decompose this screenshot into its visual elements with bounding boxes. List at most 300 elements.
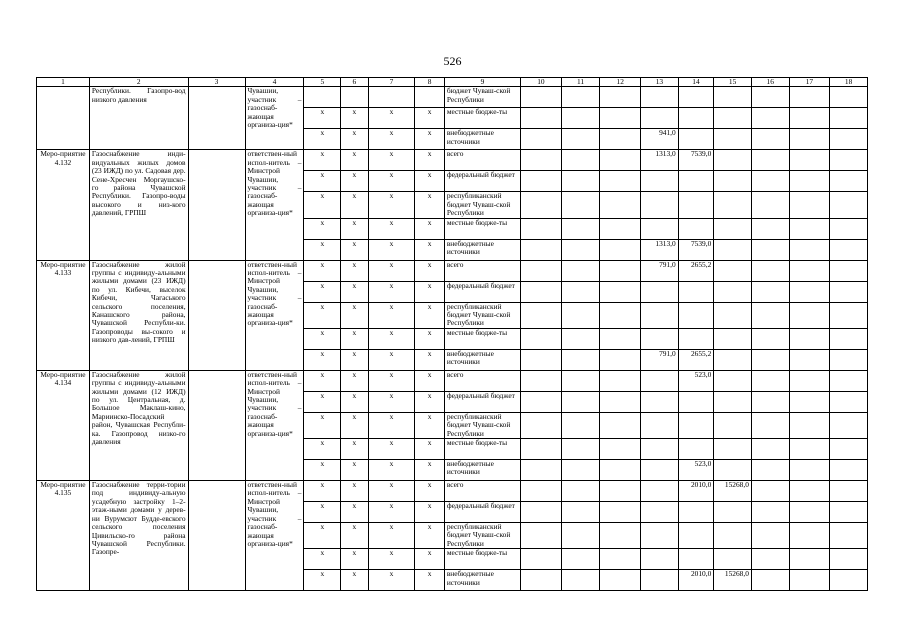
amount-cell-col15: 15268,0 xyxy=(714,570,752,591)
amount-cell-col13 xyxy=(641,439,679,460)
empty-cell xyxy=(830,523,868,549)
empty-cell xyxy=(521,239,562,260)
amount-cell-col15 xyxy=(714,460,752,481)
column-number: 9 xyxy=(444,78,520,87)
x-mark-cell: x xyxy=(341,370,368,391)
amount-cell-col13 xyxy=(641,281,679,302)
amount-cell-col14: 7539,0 xyxy=(678,239,714,260)
x-mark-cell: x xyxy=(368,412,415,438)
amount-cell-col14: 523,0 xyxy=(678,460,714,481)
empty-cell xyxy=(830,239,868,260)
column-number: 3 xyxy=(188,78,245,87)
amount-cell-col14: 7539,0 xyxy=(678,150,714,171)
amount-cell-col15 xyxy=(714,281,752,302)
responsible-cell: ответствен-ный испол-нитель – Минстрой Чувашии, участник – газоснаб-жающая организа-ция* xyxy=(245,260,304,370)
empty-cell xyxy=(789,239,830,260)
empty-cell xyxy=(600,549,641,570)
x-mark-cell: x xyxy=(368,328,415,349)
amount-cell-col13 xyxy=(641,570,679,591)
empty-cell xyxy=(789,460,830,481)
x-mark-cell: x xyxy=(368,171,415,192)
x-mark-cell: x xyxy=(368,549,415,570)
empty-cell xyxy=(830,349,868,370)
amount-cell-col13 xyxy=(641,328,679,349)
empty-cell xyxy=(751,439,789,460)
empty-cell xyxy=(830,108,868,129)
x-mark-cell: x xyxy=(304,370,341,391)
empty-cell xyxy=(789,218,830,239)
empty-cell xyxy=(561,502,600,523)
column-number: 1 xyxy=(37,78,90,87)
funding-source-cell: федеральный бюджет xyxy=(444,281,520,302)
empty-cell xyxy=(830,260,868,281)
empty-cell xyxy=(561,370,600,391)
empty-cell xyxy=(561,108,600,129)
table-row xyxy=(37,481,868,502)
x-mark-cell: x xyxy=(368,281,415,302)
x-mark-cell: x xyxy=(304,129,341,150)
x-mark-cell: x xyxy=(415,502,444,523)
empty-cell xyxy=(521,549,562,570)
description-cell: Газоснабжение жилой группы с индивиду-альными жилыми домами (12 ИЖД) по ул. Центральная, д. Большое Маклаш-кино, Мариинско-Посадский район, Чувашская Республи-ка. Газопровод низко-го давления xyxy=(89,370,188,480)
empty-cell xyxy=(600,87,641,108)
empty-cell xyxy=(521,439,562,460)
amount-cell-col15 xyxy=(714,523,752,549)
empty-cell xyxy=(751,523,789,549)
funding-source-cell: республиканский бюджет Чуваш-ской Республики xyxy=(444,523,520,549)
empty-cell xyxy=(561,328,600,349)
amount-cell-col15 xyxy=(714,370,752,391)
amount-cell-col15 xyxy=(714,171,752,192)
column-number: 18 xyxy=(830,78,868,87)
empty-cell xyxy=(600,502,641,523)
x-mark-cell: x xyxy=(341,129,368,150)
empty-cell xyxy=(830,439,868,460)
empty-cell xyxy=(521,281,562,302)
amount-cell-col13: 1313,0 xyxy=(641,150,679,171)
empty-cell xyxy=(830,412,868,438)
x-mark-cell: x xyxy=(341,481,368,502)
description-cell: Республики. Газопро-вод низкого давления xyxy=(89,87,188,150)
blank-cell xyxy=(188,370,245,480)
amount-cell-col15: 15268,0 xyxy=(714,481,752,502)
funding-source-cell: всего xyxy=(444,481,520,502)
x-mark-cell: x xyxy=(341,349,368,370)
x-mark-cell: x xyxy=(341,439,368,460)
empty-cell xyxy=(600,192,641,218)
funding-source-cell: всего xyxy=(444,370,520,391)
x-mark-cell: x xyxy=(341,260,368,281)
measure-cell xyxy=(37,87,90,150)
funding-source-cell: внебюджетные источники xyxy=(444,570,520,591)
empty-cell xyxy=(751,218,789,239)
column-number: 11 xyxy=(561,78,600,87)
measure-cell: Меро-приятие 4.133 xyxy=(37,260,90,370)
empty-cell xyxy=(521,391,562,412)
amount-cell-col15 xyxy=(714,239,752,260)
empty-cell xyxy=(561,439,600,460)
amount-cell-col13 xyxy=(641,481,679,502)
empty-cell xyxy=(561,460,600,481)
column-number: 4 xyxy=(245,78,304,87)
empty-cell xyxy=(600,239,641,260)
funding-source-cell: местные бюдже-ты xyxy=(444,549,520,570)
amount-cell-col13: 791,0 xyxy=(641,349,679,370)
x-mark-cell: x xyxy=(415,549,444,570)
x-mark-cell: x xyxy=(415,281,444,302)
empty-cell xyxy=(521,412,562,438)
amount-cell-col13 xyxy=(641,549,679,570)
amount-cell-col13 xyxy=(641,370,679,391)
empty-cell xyxy=(521,328,562,349)
x-mark-cell: x xyxy=(415,370,444,391)
amount-cell-col14 xyxy=(678,129,714,150)
amount-cell-col15 xyxy=(714,549,752,570)
empty-cell xyxy=(751,460,789,481)
empty-cell xyxy=(521,87,562,108)
x-mark-cell xyxy=(415,87,444,108)
amount-cell-col14 xyxy=(678,523,714,549)
x-mark-cell: x xyxy=(415,391,444,412)
empty-cell xyxy=(789,129,830,150)
empty-cell xyxy=(789,370,830,391)
empty-cell xyxy=(789,549,830,570)
x-mark-cell: x xyxy=(415,218,444,239)
table-body xyxy=(37,78,868,591)
empty-cell xyxy=(830,192,868,218)
x-mark-cell: x xyxy=(368,192,415,218)
x-mark-cell: x xyxy=(368,218,415,239)
empty-cell xyxy=(521,570,562,591)
funding-source-cell: федеральный бюджет xyxy=(444,391,520,412)
amount-cell-col14 xyxy=(678,171,714,192)
x-mark-cell: x xyxy=(368,349,415,370)
empty-cell xyxy=(751,171,789,192)
empty-cell xyxy=(830,481,868,502)
empty-cell xyxy=(521,523,562,549)
empty-cell xyxy=(521,129,562,150)
x-mark-cell: x xyxy=(415,523,444,549)
empty-cell xyxy=(600,460,641,481)
empty-cell xyxy=(561,129,600,150)
measure-cell: Меро-приятие 4.135 xyxy=(37,481,90,591)
x-mark-cell: x xyxy=(415,192,444,218)
x-mark-cell: x xyxy=(368,439,415,460)
column-number: 15 xyxy=(714,78,752,87)
amount-cell-col15 xyxy=(714,87,752,108)
amount-cell-col13 xyxy=(641,523,679,549)
x-mark-cell: x xyxy=(304,171,341,192)
x-mark-cell: x xyxy=(415,481,444,502)
amount-cell-col14 xyxy=(678,328,714,349)
empty-cell xyxy=(830,328,868,349)
empty-cell xyxy=(789,108,830,129)
funding-source-cell: всего xyxy=(444,260,520,281)
empty-cell xyxy=(600,391,641,412)
x-mark-cell: x xyxy=(341,460,368,481)
empty-cell xyxy=(521,171,562,192)
x-mark-cell: x xyxy=(368,502,415,523)
empty-cell xyxy=(751,370,789,391)
x-mark-cell: x xyxy=(415,439,444,460)
empty-cell xyxy=(600,439,641,460)
blank-cell xyxy=(188,260,245,370)
empty-cell xyxy=(789,302,830,328)
amount-cell-col14 xyxy=(678,412,714,438)
amount-cell-col14: 2655,2 xyxy=(678,260,714,281)
blank-cell xyxy=(188,481,245,591)
column-number: 13 xyxy=(641,78,679,87)
x-mark-cell: x xyxy=(304,260,341,281)
x-mark-cell: x xyxy=(368,391,415,412)
x-mark-cell: x xyxy=(341,239,368,260)
empty-cell xyxy=(789,150,830,171)
x-mark-cell: x xyxy=(415,260,444,281)
empty-cell xyxy=(830,570,868,591)
empty-cell xyxy=(600,108,641,129)
funding-source-cell: республиканский бюджет Чуваш-ской Республики xyxy=(444,192,520,218)
empty-cell xyxy=(830,391,868,412)
x-mark-cell: x xyxy=(415,302,444,328)
amount-cell-col15 xyxy=(714,502,752,523)
x-mark-cell: x xyxy=(304,239,341,260)
empty-cell xyxy=(561,391,600,412)
empty-cell xyxy=(751,570,789,591)
empty-cell xyxy=(751,239,789,260)
x-mark-cell: x xyxy=(304,523,341,549)
amount-cell-col13: 941,0 xyxy=(641,129,679,150)
measure-cell: Меро-приятие 4.132 xyxy=(37,150,90,260)
x-mark-cell: x xyxy=(341,328,368,349)
x-mark-cell: x xyxy=(341,391,368,412)
amount-cell-col15 xyxy=(714,218,752,239)
funding-source-cell: местные бюдже-ты xyxy=(444,439,520,460)
empty-cell xyxy=(789,481,830,502)
amount-cell-col14 xyxy=(678,108,714,129)
empty-cell xyxy=(521,302,562,328)
column-number: 8 xyxy=(415,78,444,87)
x-mark-cell: x xyxy=(304,192,341,218)
empty-cell xyxy=(521,460,562,481)
empty-cell xyxy=(789,502,830,523)
program-table xyxy=(36,77,868,591)
x-mark-cell: x xyxy=(341,549,368,570)
empty-cell xyxy=(830,549,868,570)
x-mark-cell xyxy=(368,87,415,108)
responsible-cell: Чувашии, участник – газоснаб-жающая организа-ция* xyxy=(245,87,304,150)
empty-cell xyxy=(789,328,830,349)
x-mark-cell: x xyxy=(341,218,368,239)
empty-cell xyxy=(600,412,641,438)
empty-cell xyxy=(830,150,868,171)
empty-cell xyxy=(789,391,830,412)
x-mark-cell: x xyxy=(368,239,415,260)
empty-cell xyxy=(600,481,641,502)
amount-cell-col14 xyxy=(678,281,714,302)
x-mark-cell: x xyxy=(341,171,368,192)
empty-cell xyxy=(521,481,562,502)
empty-cell xyxy=(830,87,868,108)
x-mark-cell: x xyxy=(304,502,341,523)
x-mark-cell: x xyxy=(368,302,415,328)
funding-source-cell: внебюджетные источники xyxy=(444,349,520,370)
amount-cell-col14: 2010,0 xyxy=(678,570,714,591)
empty-cell xyxy=(789,439,830,460)
amount-cell-col14 xyxy=(678,391,714,412)
empty-cell xyxy=(600,349,641,370)
x-mark-cell: x xyxy=(341,523,368,549)
empty-cell xyxy=(789,281,830,302)
empty-cell xyxy=(600,281,641,302)
empty-cell xyxy=(830,129,868,150)
x-mark-cell: x xyxy=(341,502,368,523)
x-mark-cell: x xyxy=(304,349,341,370)
x-mark-cell: x xyxy=(415,239,444,260)
column-number: 12 xyxy=(600,78,641,87)
empty-cell xyxy=(830,460,868,481)
x-mark-cell: x xyxy=(341,570,368,591)
funding-source-cell: внебюджетные источники xyxy=(444,129,520,150)
empty-cell xyxy=(751,328,789,349)
empty-cell xyxy=(561,218,600,239)
x-mark-cell: x xyxy=(304,481,341,502)
empty-cell xyxy=(789,192,830,218)
x-mark-cell: x xyxy=(304,302,341,328)
amount-cell-col13 xyxy=(641,171,679,192)
amount-cell-col15 xyxy=(714,129,752,150)
empty-cell xyxy=(561,87,600,108)
measure-cell: Меро-приятие 4.134 xyxy=(37,370,90,480)
empty-cell xyxy=(561,549,600,570)
amount-cell-col15 xyxy=(714,391,752,412)
empty-cell xyxy=(521,218,562,239)
x-mark-cell: x xyxy=(415,570,444,591)
funding-source-cell: местные бюдже-ты xyxy=(444,328,520,349)
empty-cell xyxy=(521,502,562,523)
column-number: 5 xyxy=(304,78,341,87)
empty-cell xyxy=(751,302,789,328)
column-number-row xyxy=(37,78,868,87)
table-row xyxy=(37,260,868,281)
x-mark-cell: x xyxy=(368,570,415,591)
amount-cell-col13 xyxy=(641,87,679,108)
x-mark-cell: x xyxy=(368,370,415,391)
empty-cell xyxy=(600,218,641,239)
amount-cell-col14: 2655,2 xyxy=(678,349,714,370)
amount-cell-col15 xyxy=(714,412,752,438)
amount-cell-col14 xyxy=(678,87,714,108)
description-cell: Газоснабжение терри-тории под индивиду-альную усадебную застройку 1–2-этаж-ными домами у дерев-ни Вурумсют Будде-евского сельского поселения Цивильско-го района Чувашской Республики. Газопре- xyxy=(89,481,188,591)
amount-cell-col15 xyxy=(714,349,752,370)
amount-cell-col13 xyxy=(641,108,679,129)
empty-cell xyxy=(830,218,868,239)
x-mark-cell: x xyxy=(368,460,415,481)
x-mark-cell: x xyxy=(304,549,341,570)
funding-source-cell: федеральный бюджет xyxy=(444,502,520,523)
empty-cell xyxy=(600,370,641,391)
funding-source-cell: республиканский бюджет Чуваш-ской Республики xyxy=(444,412,520,438)
empty-cell xyxy=(600,150,641,171)
x-mark-cell: x xyxy=(304,460,341,481)
empty-cell xyxy=(830,171,868,192)
column-number: 6 xyxy=(341,78,368,87)
x-mark-cell: x xyxy=(341,302,368,328)
empty-cell xyxy=(751,481,789,502)
empty-cell xyxy=(600,129,641,150)
empty-cell xyxy=(751,502,789,523)
empty-cell xyxy=(561,260,600,281)
empty-cell xyxy=(600,523,641,549)
funding-source-cell: внебюджетные источники xyxy=(444,460,520,481)
x-mark-cell: x xyxy=(368,108,415,129)
empty-cell xyxy=(789,87,830,108)
x-mark-cell: x xyxy=(415,328,444,349)
funding-source-cell: местные бюдже-ты xyxy=(444,108,520,129)
funding-source-cell: республиканский бюджет Чуваш-ской Республики xyxy=(444,302,520,328)
empty-cell xyxy=(751,281,789,302)
amount-cell-col14 xyxy=(678,192,714,218)
column-number: 10 xyxy=(521,78,562,87)
empty-cell xyxy=(600,328,641,349)
empty-cell xyxy=(561,349,600,370)
empty-cell xyxy=(561,192,600,218)
table-row xyxy=(37,370,868,391)
blank-cell xyxy=(188,87,245,150)
empty-cell xyxy=(751,412,789,438)
amount-cell-col13 xyxy=(641,460,679,481)
description-cell: Газоснабжение инди-видуальных жилых домов (23 ИЖД) по ул. Садовая дер. Сене-Хресчен Моргаушско-го района Чувашской Республики. Газопро-воды высокого и низ-кого давлений, ГРПШ xyxy=(89,150,188,260)
empty-cell xyxy=(561,302,600,328)
x-mark-cell: x xyxy=(341,412,368,438)
amount-cell-col13 xyxy=(641,192,679,218)
x-mark-cell: x xyxy=(341,281,368,302)
empty-cell xyxy=(521,370,562,391)
empty-cell xyxy=(600,302,641,328)
column-number: 14 xyxy=(678,78,714,87)
empty-cell xyxy=(561,412,600,438)
amount-cell-col14 xyxy=(678,502,714,523)
x-mark-cell: x xyxy=(341,108,368,129)
description-cell: Газоснабжение жилой группы с индивиду-альными жилыми домами (23 ИЖД) по ул. Кибечи, выселок Кибечи, Чагаського сельского поселения, Канашского района, Чувашской Республи-ки. Газопроводы вы-сокого и низкого дав-лений, ГРПШ xyxy=(89,260,188,370)
amount-cell-col13 xyxy=(641,412,679,438)
empty-cell xyxy=(561,239,600,260)
amount-cell-col15 xyxy=(714,150,752,171)
x-mark-cell xyxy=(304,87,341,108)
empty-cell xyxy=(561,570,600,591)
table-row xyxy=(37,87,868,108)
empty-cell xyxy=(789,171,830,192)
x-mark-cell: x xyxy=(304,412,341,438)
column-number: 2 xyxy=(89,78,188,87)
funding-source-cell: федеральный бюджет xyxy=(444,171,520,192)
x-mark-cell: x xyxy=(304,570,341,591)
x-mark-cell: x xyxy=(368,129,415,150)
column-number: 17 xyxy=(789,78,830,87)
empty-cell xyxy=(561,281,600,302)
empty-cell xyxy=(830,281,868,302)
column-number: 7 xyxy=(368,78,415,87)
empty-cell xyxy=(600,260,641,281)
column-number: 16 xyxy=(751,78,789,87)
page-number: 526 xyxy=(443,54,462,68)
x-mark-cell: x xyxy=(304,439,341,460)
x-mark-cell: x xyxy=(415,349,444,370)
x-mark-cell: x xyxy=(415,171,444,192)
empty-cell xyxy=(561,150,600,171)
empty-cell xyxy=(830,502,868,523)
amount-cell-col14 xyxy=(678,549,714,570)
amount-cell-col14: 523,0 xyxy=(678,370,714,391)
